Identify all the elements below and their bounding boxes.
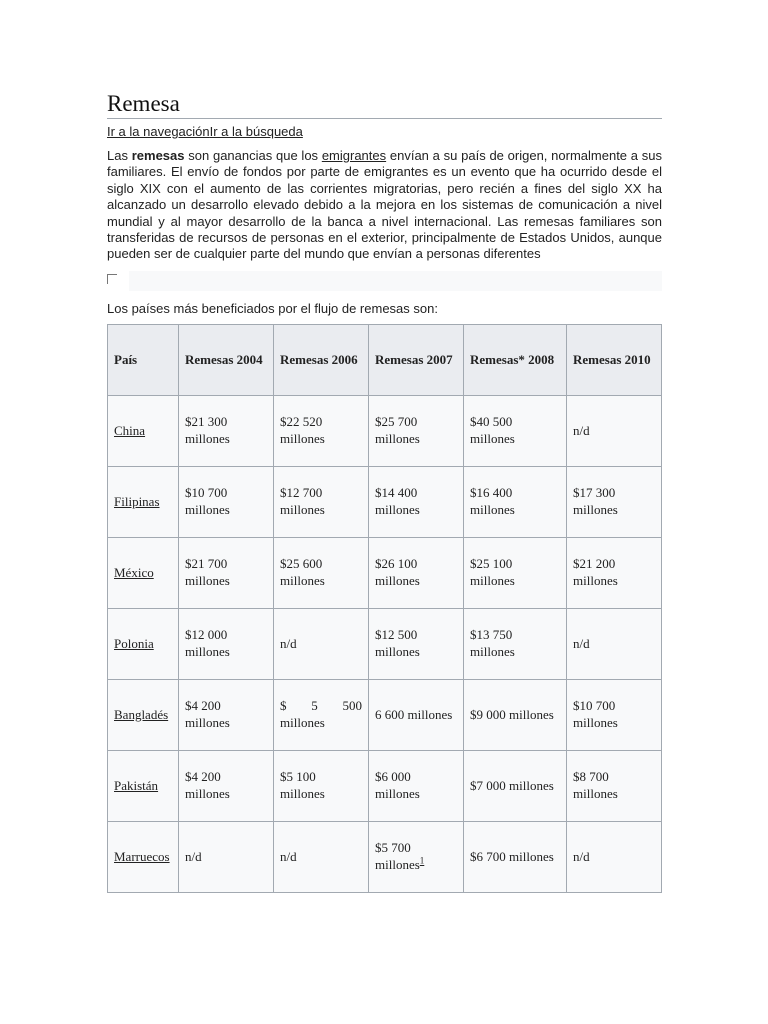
table-row [108, 537, 662, 608]
header-2008: Remesas* 2008 [464, 324, 567, 395]
cell-value: $5 700 millones [375, 840, 420, 872]
header-2006: Remesas 2006 [274, 324, 369, 395]
header-2007: Remesas 2007 [369, 324, 464, 395]
country-link[interactable]: México [114, 564, 154, 580]
intro-text-1: Las [107, 148, 132, 163]
table-cell: $9 000 millones [464, 679, 567, 750]
table-cell: $26 100 millones [369, 537, 464, 608]
table-row [108, 466, 662, 537]
image-caption-bar [129, 271, 662, 291]
header-2004: Remesas 2004 [179, 324, 274, 395]
skip-links [107, 124, 662, 140]
table-cell: 6 600 millones [369, 679, 464, 750]
country-cell[interactable] [108, 679, 179, 750]
country-cell[interactable] [108, 466, 179, 537]
table-cell: $25 700 millones [369, 395, 464, 466]
table-cell: n/d [567, 608, 662, 679]
table-cell: $21 200 millones [567, 537, 662, 608]
country-cell[interactable] [108, 395, 179, 466]
article [107, 90, 662, 893]
skip-to-search-link[interactable]: Ir a la búsqueda [209, 124, 303, 139]
table-cell: n/d [274, 821, 369, 892]
header-country: País [108, 324, 179, 395]
table-row [108, 679, 662, 750]
table-header-row [108, 324, 662, 395]
broken-image-icon[interactable] [107, 274, 117, 284]
table-cell [369, 821, 464, 892]
table-cell: $5 100 millones [274, 750, 369, 821]
table-cell: $21 700 millones [179, 537, 274, 608]
table-cell: $4 200 millones [179, 679, 274, 750]
table-cell: $12 000 millones [179, 608, 274, 679]
country-link[interactable]: Filipinas [114, 493, 160, 509]
intro-text-2: son ganancias que los [184, 148, 322, 163]
country-link[interactable]: Polonia [114, 635, 154, 651]
table-row [108, 608, 662, 679]
table-cell: $4 200 millones [179, 750, 274, 821]
country-link[interactable]: Pakistán [114, 777, 159, 793]
header-2010: Remesas 2010 [567, 324, 662, 395]
country-link[interactable]: Bangladés [114, 706, 169, 722]
table-cell: $14 400 millones [369, 466, 464, 537]
intro-paragraph [107, 148, 662, 263]
intro-text-3: envían a su país de origen, normalmente a sus familiares. El envío de fondos por parte de emigrantes es un evento que ha ocurrido desde el siglo XIX con el aumento de las corrientes migratorias, pero recién a fines del siglo XX ha alcanzado un desarrollo elevado debido a la mejora en los sistemas de comunicación a nivel mundial y al mayor desarrollo de la banca a nivel internacional. Las remesas familiares son transferidas de recursos de personas en el exterior, principalmente de Estados Unidos, aunque pueden ser de cualquier parte del mundo que envían a personas diferentes [107, 148, 662, 262]
table-cell: n/d [567, 821, 662, 892]
table-cell: $25 600 millones [274, 537, 369, 608]
image-placeholder-row [107, 271, 662, 291]
remittances-table [107, 324, 662, 893]
table-cell: $17 300 millones [567, 466, 662, 537]
table-row [108, 395, 662, 466]
country-cell[interactable] [108, 608, 179, 679]
table-cell: n/d [179, 821, 274, 892]
table-cell: $25 100 millones [464, 537, 567, 608]
table-cell: $10 700 millones [179, 466, 274, 537]
table-cell: $7 000 millones [464, 750, 567, 821]
table-cell: $12 500 millones [369, 608, 464, 679]
country-cell[interactable] [108, 750, 179, 821]
table-cell: $6 000 millones [369, 750, 464, 821]
country-cell[interactable] [108, 537, 179, 608]
table-cell: $8 700 millones [567, 750, 662, 821]
table-cell: n/d [274, 608, 369, 679]
country-link[interactable]: China [114, 422, 146, 438]
table-cell: $ 5 500 millones [274, 679, 369, 750]
country-link[interactable]: Marruecos [114, 848, 170, 864]
table-cell: $21 300 millones [179, 395, 274, 466]
table-cell: $13 750 millones [464, 608, 567, 679]
emigrantes-link[interactable]: emigrantes [321, 148, 387, 163]
table-cell: $12 700 millones [274, 466, 369, 537]
table-cell: $10 700 millones [567, 679, 662, 750]
footnote-reference[interactable]: 1 [419, 855, 425, 866]
table-row [108, 750, 662, 821]
country-cell[interactable] [108, 821, 179, 892]
table-cell: $16 400 millones [464, 466, 567, 537]
table-cell: $6 700 millones [464, 821, 567, 892]
table-intro: Los países más beneficiados por el flujo de remesas son: [107, 300, 438, 316]
skip-to-navigation-link[interactable]: Ir a la navegación [107, 124, 210, 139]
table-cell: n/d [567, 395, 662, 466]
intro-bold-term: remesas [131, 148, 185, 163]
table-row [108, 821, 662, 892]
table-cell: $22 520 millones [274, 395, 369, 466]
table-cell: $40 500 millones [464, 395, 567, 466]
page-title: Remesa [107, 90, 662, 119]
